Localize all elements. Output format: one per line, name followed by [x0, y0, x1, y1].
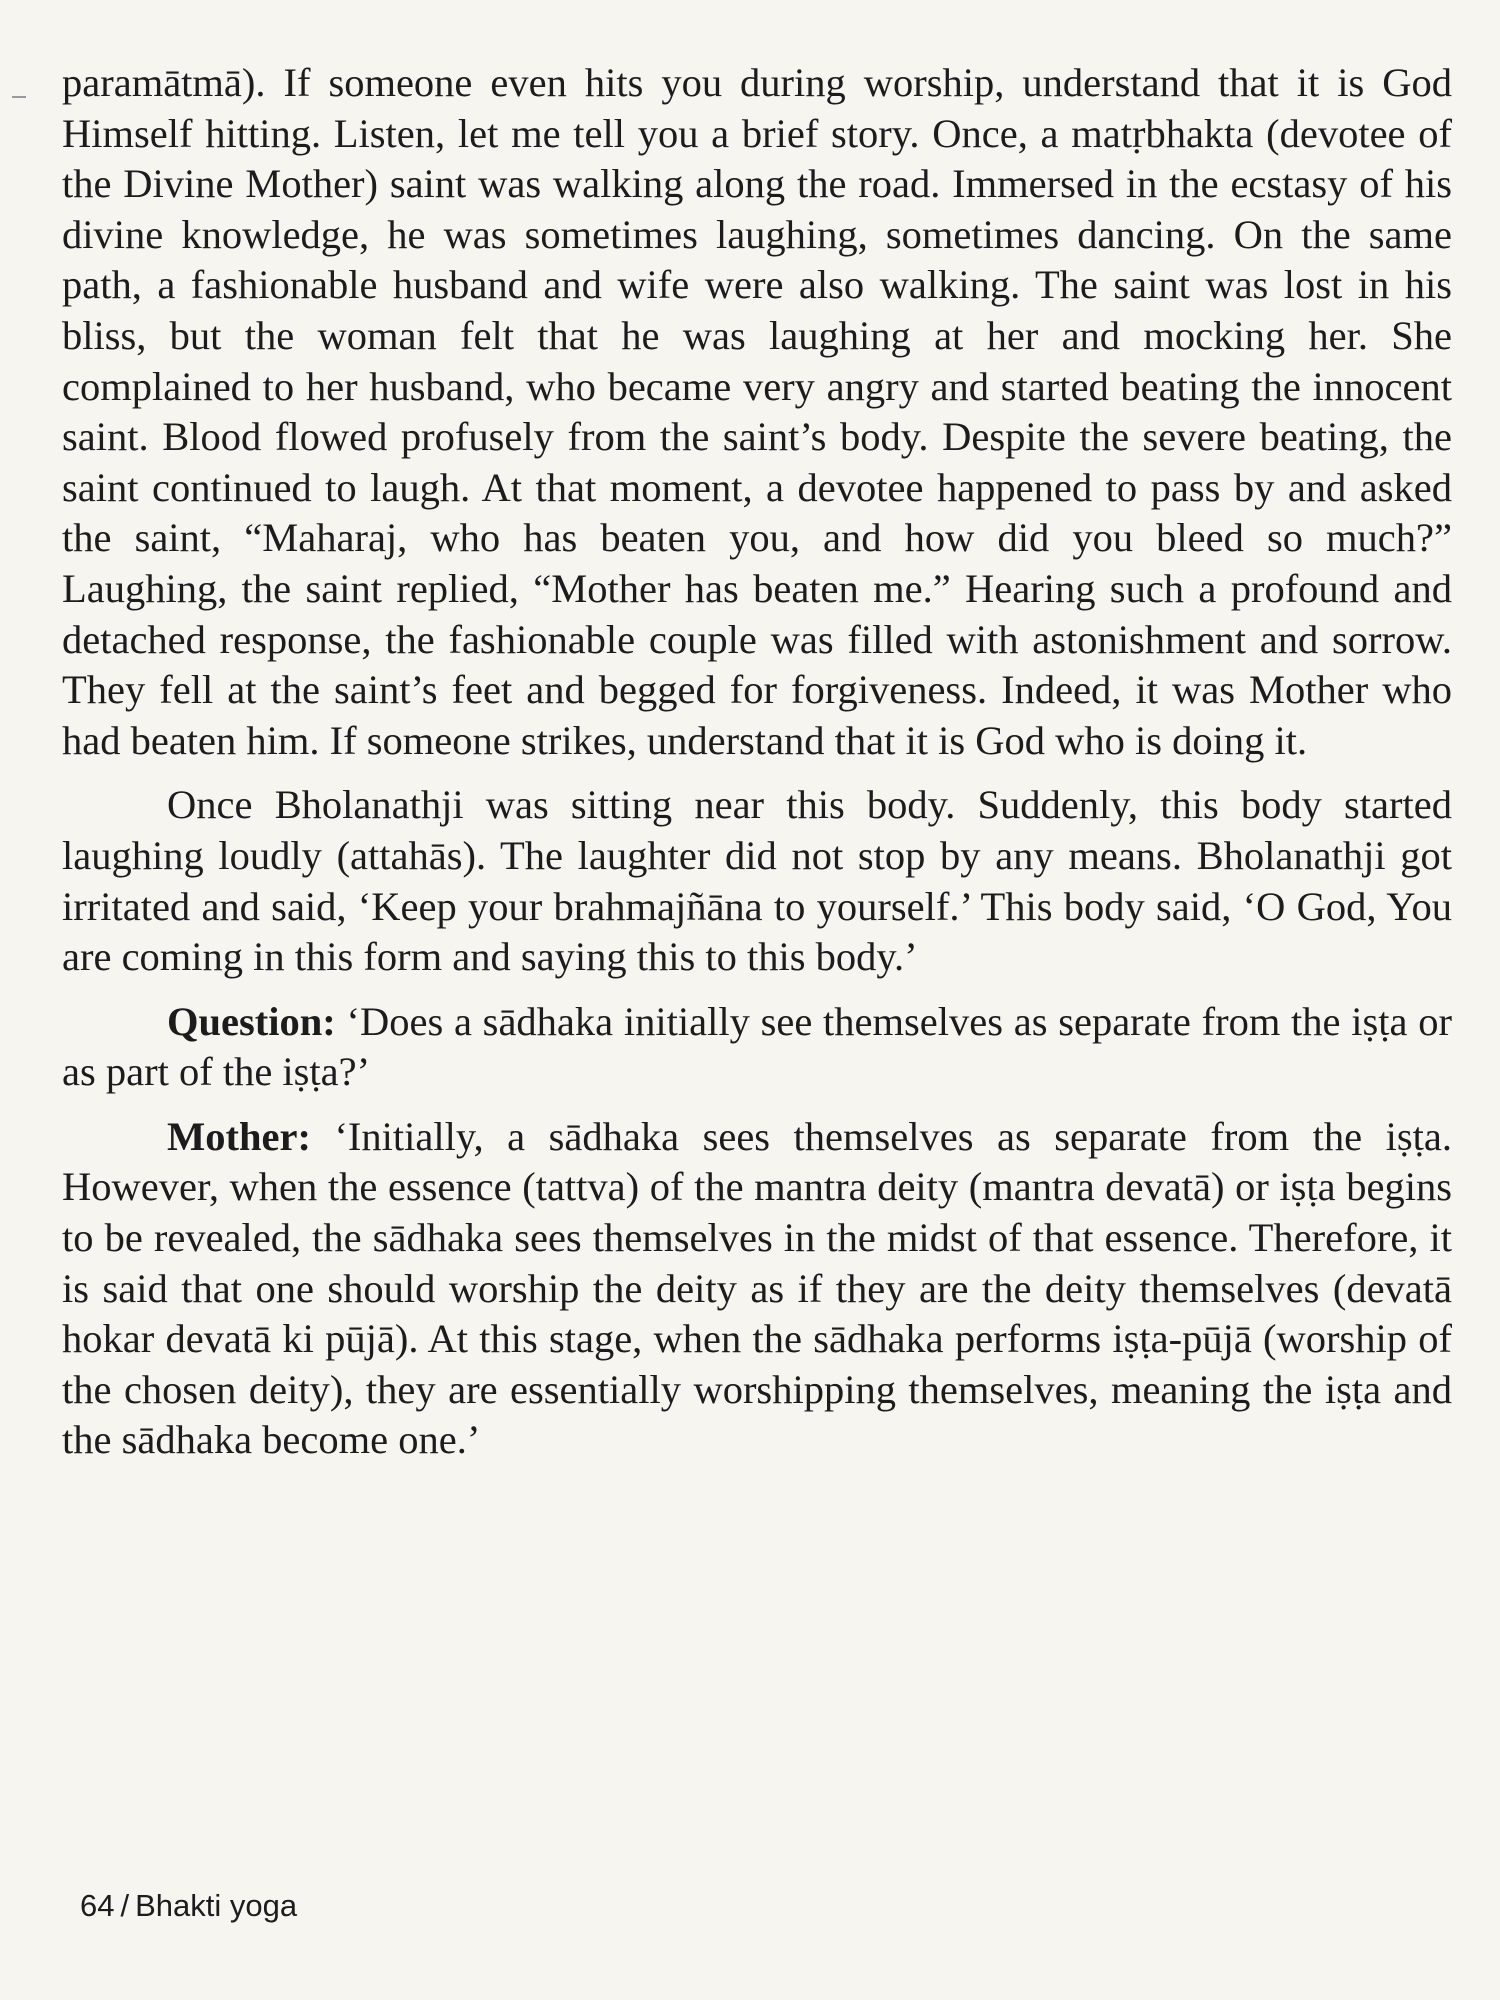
footer-separator: / [120, 1888, 130, 1923]
question-paragraph [62, 997, 1452, 1098]
paragraph-story: paramātmā). If someone even hits you during worship, understand that it is God Himself hitting. Listen, let me tell you a brief story. Once, a matṛbhakta (devotee of the Divine Mother) saint was walking along the road. Immersed in the ecstasy of his divine knowledge, he was sometimes laughing, sometimes dancing. On the same path, a fashionable husband and wife were also walking. The saint was lost in his bliss, but the woman felt that he was laughing at her and mocking her. She complained to her husband, who became very angry and started beating the innocent saint. Blood flowed profusely from the saint’s body. Despite the severe beating, the saint continued to laugh. At that moment, a devotee happened to pass by and asked the saint, “Maharaj, who has beaten you, and how did you bleed so much?” Laughing, the saint replied, “Mother has beaten me.” Hearing such a profound and detached response, the fashionable couple was filled with astonishment and sorrow. They fell at the saint’s feet and begged for forgiveness. Indeed, it was Mother who had beaten him. If someone strikes, understand that it is God who is doing it. [62, 60, 1452, 763]
page-body [62, 58, 1452, 1466]
page-number: 64 [80, 1888, 115, 1923]
page-footer [80, 1888, 303, 1924]
answer-label: Mother: [167, 1113, 311, 1159]
answer-paragraph [62, 1112, 1452, 1466]
book-title: Bhakti yoga [135, 1888, 298, 1923]
question-label: Question: [167, 998, 336, 1044]
question-text: ‘Does a sādhaka initially see themselves as separate from the iṣṭa or as part of the iṣṭa?’ [62, 998, 1452, 1095]
paragraph-bholanathji: Once Bholanathji was sitting near this body. Suddenly, this body started laughing loudly (attahās). The laughter did not stop by any means. Bholanathji got irritated and said, ‘Keep your brahmajñāna to yourself.’ This body said, ‘O God, You are coming in this form and saying this to this body.’ [62, 782, 1452, 980]
answer-text: ‘Initially, a sādhaka sees themselves as separate from the iṣṭa. However, when the essence (tattva) of the mantra deity (mantra devatā) or iṣṭa begins to be revealed, the sādhaka sees themselves in the midst of that essence. Therefore, it is said that one should worship the deity as if they are the deity themselves (devatā hokar devatā ki pūjā). At this stage, when the sādhaka performs iṣṭa-pūjā (worship of the chosen deity), they are essentially worshipping themselves, meaning the iṣṭa and the sādhaka become one.’ [62, 1113, 1452, 1463]
margin-mark [12, 96, 26, 98]
